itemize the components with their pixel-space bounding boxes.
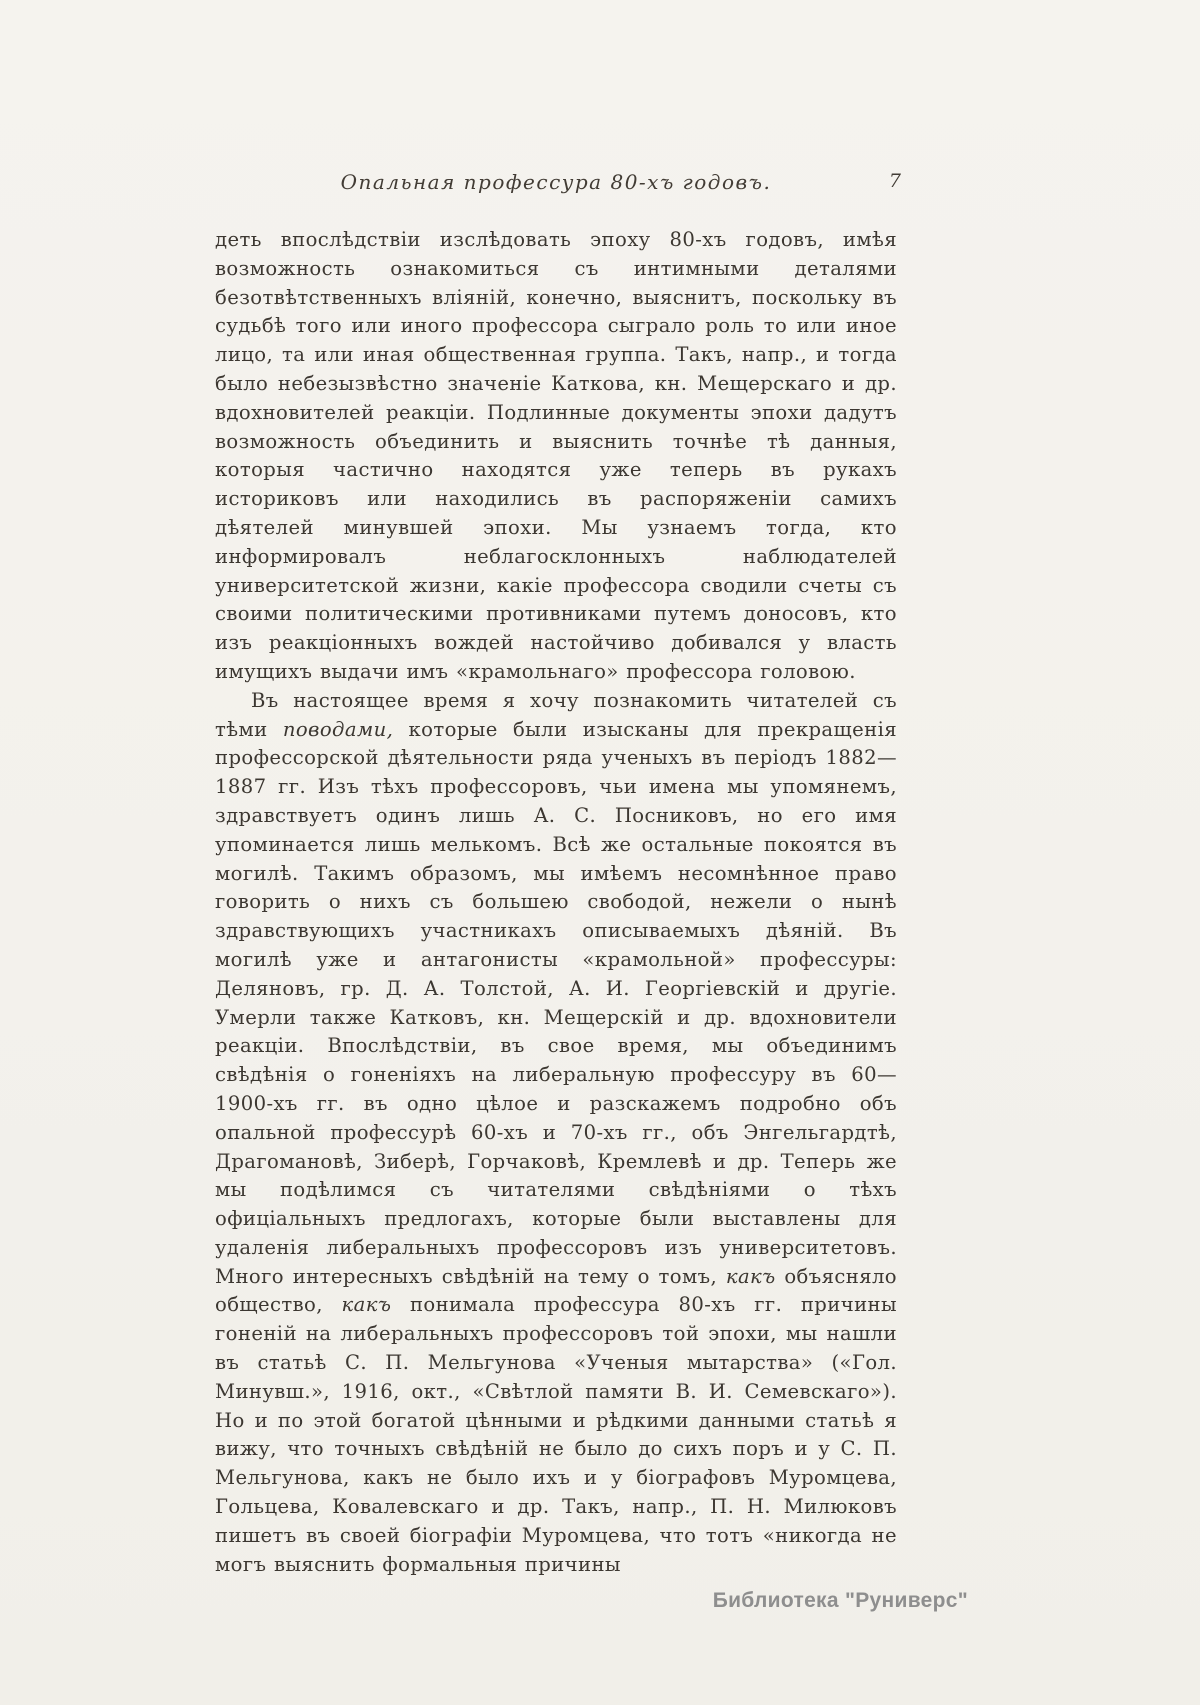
- body-text-block: [215, 226, 897, 1579]
- running-header: [215, 170, 901, 210]
- italic-run: какъ: [725, 1264, 776, 1288]
- italic-run: поводами,: [282, 717, 394, 741]
- paragraph: [215, 687, 897, 1580]
- text-column: [215, 170, 901, 1579]
- page-number: 7: [888, 170, 901, 192]
- text-run: понимала профессура 80-хъ гг. причины гоненій на либеральныхъ профессоровъ той эпохи, мы нашли въ статьѣ С. П. Мельгунова «Ученыя мытарства» («Гол. Минувш.», 1916, окт., «Свѣтлой памяти В. И. Семевскаго»). Но и по этой богатой цѣнными и рѣдкими данными статьѣ я вижу, что точныхъ свѣдѣній не было до сихъ поръ и у С. П. Мельгунова, какъ не было ихъ и у біографовъ Муромцева, Гольцева, Ковалевскаго и др. Такъ, напр., П. Н. Милюковъ пишетъ въ своей біографіи Муромцева, что тотъ «никогда не могъ выяснить формальныя причины: [215, 1293, 897, 1576]
- italic-run: какъ: [341, 1293, 392, 1317]
- running-header-title: Опальная профессура 80-хъ годовъ.: [340, 170, 772, 194]
- text-run: деть впослѣдствіи изслѣдовать эпоху 80-хъ годовъ, имѣя возможность ознакомиться съ интимными деталями безотвѣтственныхъ вліяній, конечно, выяснитъ, поскольку въ судьбѣ того или иного профессора сыграло роль то или иное лицо, та или иная общественная группа. Такъ, напр., и тогда было небезызвѣстно значеніе Каткова, кн. Мещерскаго и др. вдохновителей реакціи. Подлинные документы эпохи дадутъ возможность объединить и выяснить точнѣе тѣ данныя, которыя частично находятся уже теперь въ рукахъ историковъ или находились въ распоряженіи самихъ дѣятелей минувшей эпохи. Мы узнаемъ тогда, кто информировалъ неблагосклонныхъ наблюдателей университетской жизни, какіе профессора сводили счеты съ своими политическими противниками путемъ доносовъ, кто изъ реакціонныхъ вождей настойчиво добивался у власть имущихъ выдачи имъ «крамольнаго» профессора головою.: [215, 228, 897, 683]
- paragraph: [215, 226, 897, 687]
- library-watermark: Библиотека "Руниверс": [712, 1589, 968, 1612]
- text-run: которые были изысканы для прекращенія профессорской дѣятельности ряда ученыхъ въ періодъ 1882—1887 гг. Изъ тѣхъ профессоровъ, чьи имена мы упомянемъ, здравствуетъ одинъ лишь А. С. Посниковъ, но его имя упоминается лишь мелькомъ. Всѣ же остальные покоятся въ могилѣ. Такимъ образомъ, мы имѣемъ несомнѣнное право говорить о нихъ съ большею свободой, нежели о нынѣ здравствующихъ участникахъ описываемыхъ дѣяній. Въ могилѣ уже и антагонисты «крамольной» профессуры: Деляновъ, гр. Д. А. Толстой, А. И. Георгіевскій и другіе. Умерли также Катковъ, кн. Мещерскій и др. вдохновители реакціи. Впослѣдствіи, въ свое время, мы объединимъ свѣдѣнія о гоненіяхъ на либеральную профессуру въ 60—1900-хъ гг. въ одно цѣлое и разскажемъ подробно объ опальной профессурѣ 60-хъ и 70-хъ гг., объ Энгельгардтѣ, Драгомановѣ, Зиберѣ, Горчаковѣ, Кремлевѣ и др. Теперь же мы подѣлимся съ читателями свѣдѣніями о тѣхъ офиціальныхъ предлогахъ, которые были выставлены для удаленія либеральныхъ профессоровъ изъ университетовъ. Много интересныхъ свѣдѣній на тему о томъ,: [215, 717, 897, 1288]
- text-run: объясняло общество,: [215, 1264, 897, 1317]
- text-run: Въ настоящее время я хочу познакомить читателей съ тѣми: [215, 688, 897, 741]
